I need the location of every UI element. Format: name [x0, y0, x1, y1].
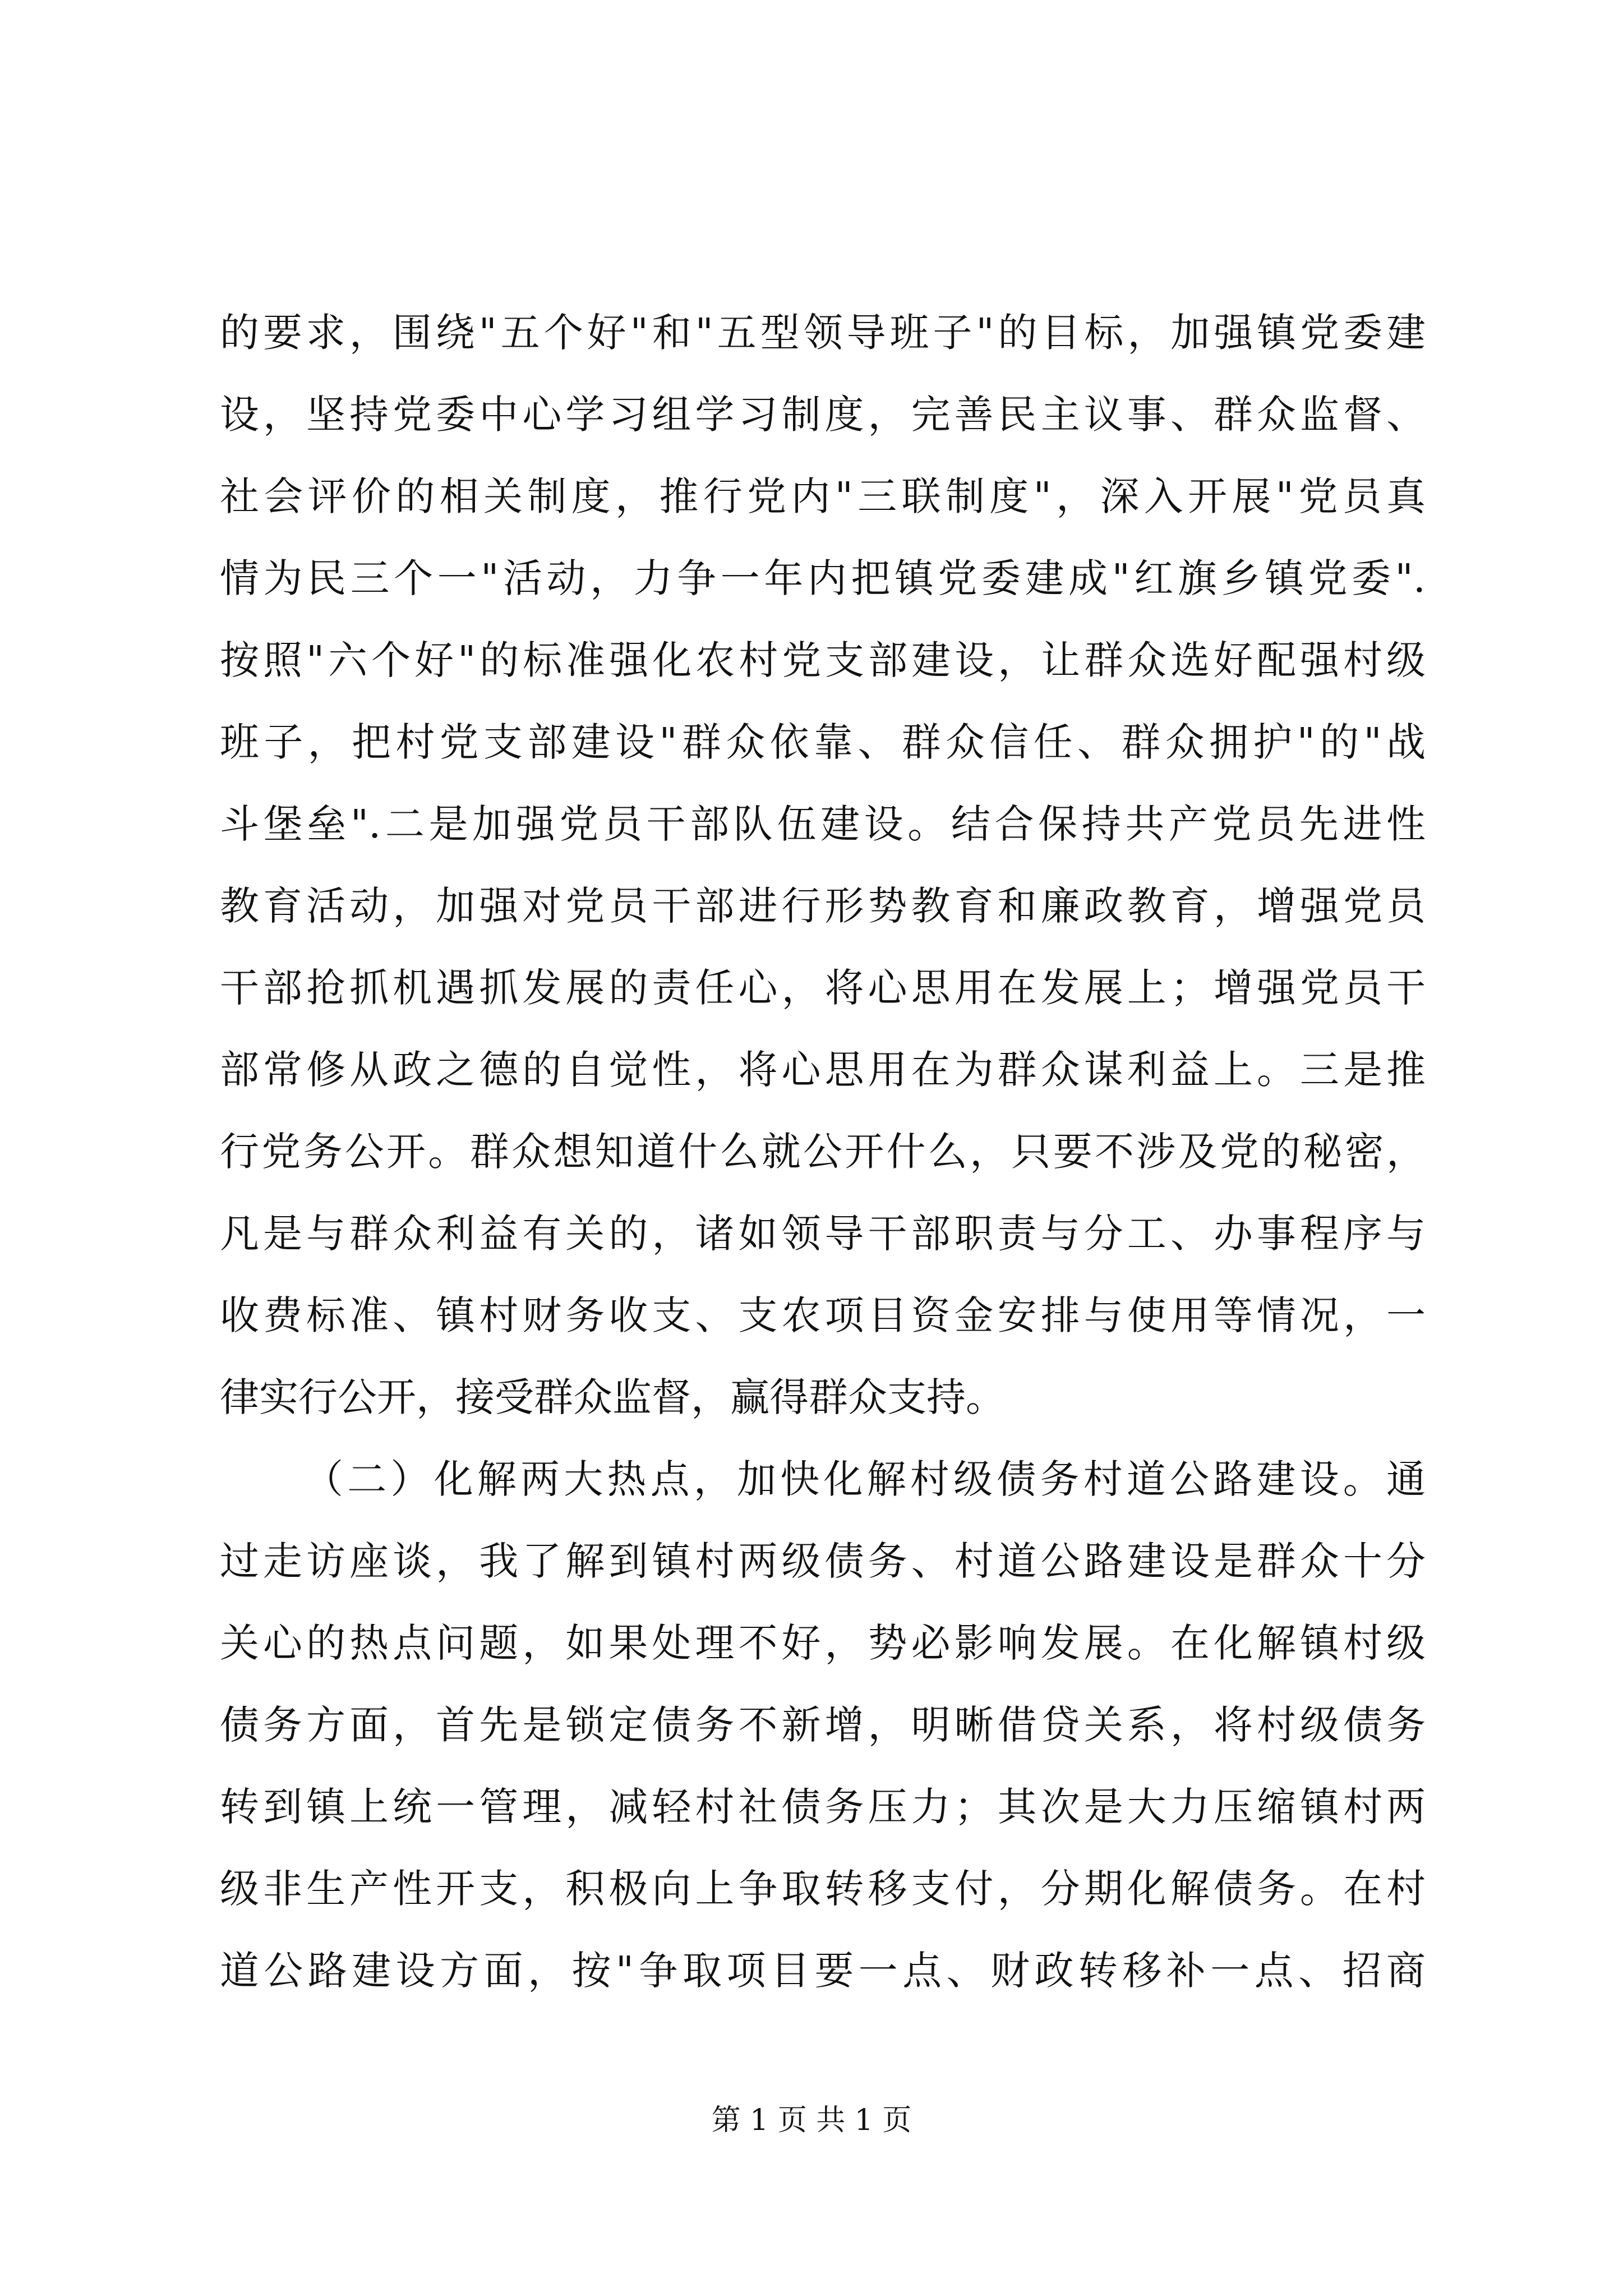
text-line: 转到镇上统一管理，减轻村社债务压力；其次是大力压缩镇村两 — [220, 1784, 1426, 1830]
text-line: 设，坚持党委中心学习组学习制度，完善民主议事、群众监督、 — [220, 392, 1426, 438]
text-line: 部常修从政之德的自觉性，将心思用在为群众谋利益上。三是推 — [220, 1047, 1426, 1093]
section-heading-line: （二）化解两大热点，加快化解村级债务村道公路建设。通 — [304, 1456, 1426, 1502]
text-line: 斗堡垒".二是加强党员干部队伍建设。结合保持共产党员先进性 — [220, 801, 1426, 847]
text-line: 道公路建设方面，按"争取项目要一点、财政转移补一点、招商 — [220, 1948, 1426, 1994]
text-line: 教育活动，加强对党员干部进行形势教育和廉政教育，增强党员 — [220, 883, 1426, 929]
text-line: 债务方面，首先是锁定债务不新增，明晰借贷关系，将村级债务 — [220, 1702, 1426, 1748]
text-line: 按照"六个好"的标准强化农村党支部建设，让群众选好配强村级 — [220, 637, 1426, 683]
text-line: 凡是与群众利益有关的，诸如领导干部职责与分工、办事程序与 — [220, 1211, 1426, 1257]
text-line: 干部抢抓机遇抓发展的责任心，将心思用在发展上；增强党员干 — [220, 965, 1426, 1011]
text-line: 班子，把村党支部建设"群众依靠、群众信任、群众拥护"的"战 — [220, 719, 1426, 765]
text-line: 情为民三个一"活动，力争一年内把镇党委建成"红旗乡镇党委". — [220, 555, 1426, 601]
text-line: 收费标准、镇村财务收支、支农项目资金安排与使用等情况，一 — [220, 1292, 1426, 1338]
text-line: 律实行公开，接受群众监督，赢得群众支持。 — [220, 1374, 1005, 1420]
text-line: 关心的热点问题，如果处理不好，势必影响发展。在化解镇村级 — [220, 1620, 1426, 1666]
page-footer — [0, 2098, 1623, 2143]
text-line: 行党务公开。群众想知道什么就公开什么，只要不涉及党的秘密， — [220, 1129, 1426, 1175]
document-body — [220, 292, 1426, 2012]
text-line: 过走访座谈，我了解到镇村两级债务、村道公路建设是群众十分 — [220, 1538, 1426, 1584]
text-line: 社会评价的相关制度，推行党内"三联制度"，深入开展"党员真 — [220, 473, 1426, 519]
page-number: 第 1 页 共 1 页 — [711, 2104, 912, 2137]
text-line: 级非生产性开支，积极向上争取转移支付，分期化解债务。在村 — [220, 1866, 1426, 1912]
text-line: 的要求，围绕"五个好"和"五型领导班子"的目标，加强镇党委建 — [220, 310, 1426, 356]
